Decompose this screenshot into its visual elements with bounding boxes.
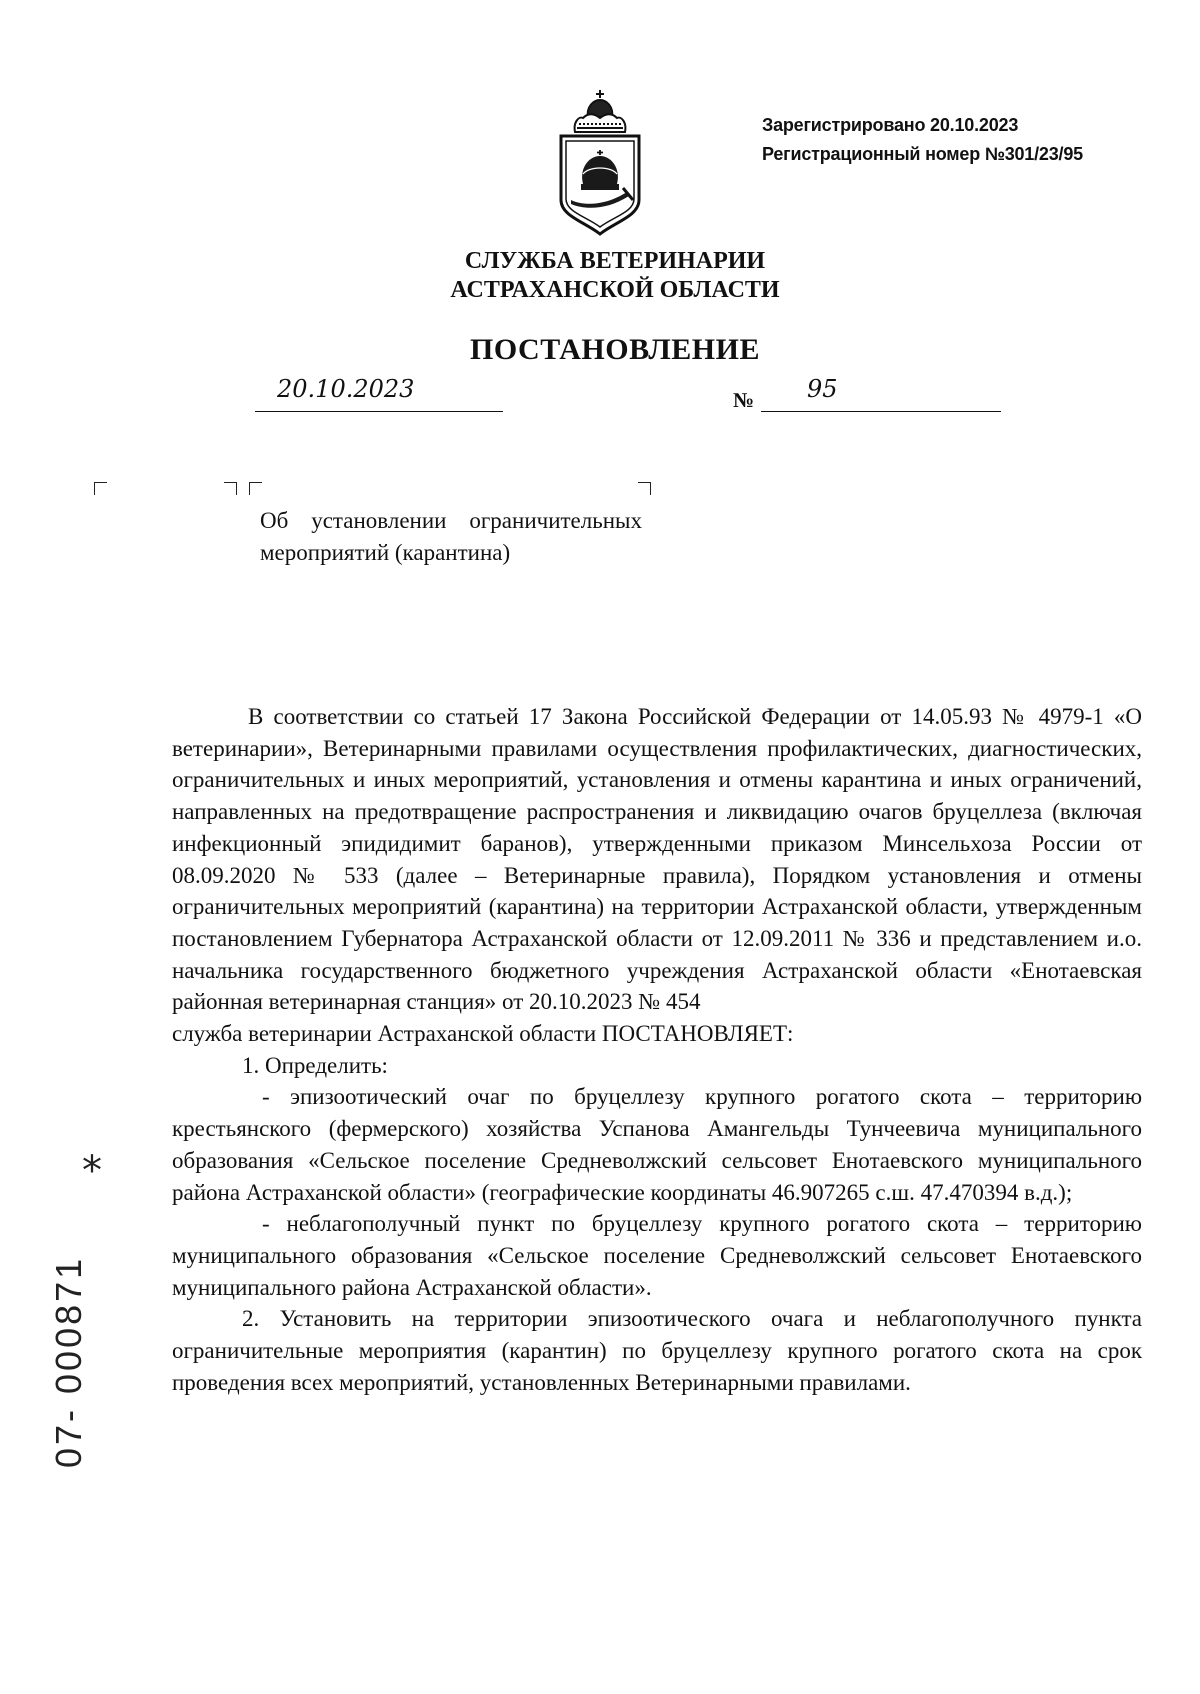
document-subject: Об установлении ограничительных мероприятий (карантина) [260, 508, 642, 565]
item-1-b: - неблагополучный пункт по бруцеллезу крупного рогатого скота – территорию муниципального образования «Сельское поселение Средневолжский сельсовет Енотаевского муниципального района Астраханской области». [172, 1211, 1142, 1300]
number-field [761, 375, 1001, 412]
date-handwritten: 20.10.2023 [277, 375, 415, 403]
item-1: 1. Определить: [242, 1052, 388, 1078]
registration-number: Регистрационный номер №301/23/95 [762, 144, 1083, 164]
side-stamp-number: 07- 000871 [48, 1255, 89, 1468]
side-stamp-asterisk: * [82, 1148, 102, 1194]
corner-bracket-top-left-2 [249, 482, 262, 495]
date-field [255, 375, 503, 412]
registration-date: Зарегистрировано 20.10.2023 [762, 115, 1019, 135]
document-type-title: ПОСТАНОВЛЕНИЕ [470, 333, 760, 366]
organization-name-line1: СЛУЖБА ВЕТЕРИНАРИИ [464, 248, 766, 274]
corner-bracket-top-right [224, 482, 237, 495]
organization-name-line2: АСТРАХАНСКОЙ ОБЛАСТИ [450, 277, 780, 303]
corner-bracket-top-right-2 [638, 482, 651, 495]
decree-line: служба ветеринарии Астраханской области ПОСТАНОВЛЯЕТ: [172, 1021, 794, 1047]
corner-bracket-top-left [94, 482, 107, 495]
coat-of-arms-emblem [553, 88, 648, 236]
number-handwritten: 95 [807, 375, 838, 403]
item-2: 2. Установить на территории эпизоотического очага и неблагополучного пункта ограничительные мероприятия (карантин) по бруцеллезу крупного рогатого скота на срок проведения всех мероприятий, установленных Ветеринарными правилами. [172, 1306, 1142, 1395]
number-label: № [733, 388, 755, 412]
preamble-paragraph: В соответствии со статьей 17 Закона Российской Федерации от 14.05.93 № 4979-1 «О ветеринарии», Ветеринарными правилами осуществления профилактических, диагностических, ограничительных и иных мероприятий, установления и отмены карантина и иных ограничений, направленных на предотвращение распространения и ликвидацию очагов бруцеллеза (включая инфекционный эпидидимит баранов), утвержденными приказом Минсельхоза России от 08.09.2020 № 533 (далее – Ветеринарные правила), Порядком установления и отмены ограничительных мероприятий (карантина) на территории Астраханской области, утвержденным постановлением Губернатора Астраханской области от 12.09.2011 № 336 и представлением и.о. начальника государственного бюджетного учреждения Астраханской области «Енотаевская районная ветеринарная станция» от 20.10.2023 № 454 [172, 704, 1142, 1015]
document-body [172, 701, 1142, 1398]
item-1-a: - эпизоотический очаг по бруцеллезу крупного рогатого скота – территорию крестьянского (фермерского) хозяйства Успанова Амангельды Тунчеевича муниципального образования «Сельское поселение Средневолжский сельсовет Енотаевского муниципального района Астраханской области» (географические координаты 46.907265 с.ш. 47.470394 в.д.); [172, 1084, 1142, 1205]
